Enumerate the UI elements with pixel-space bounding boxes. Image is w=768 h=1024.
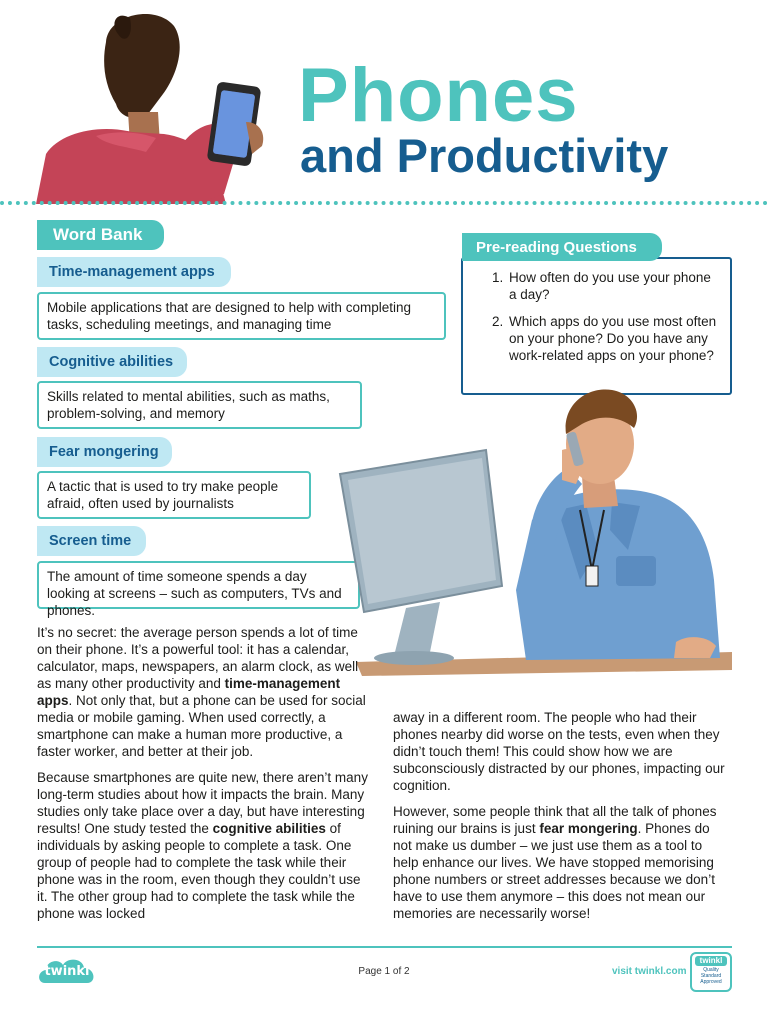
header-divider [0, 201, 768, 205]
man-at-computer-illustration [336, 380, 732, 680]
article-column-left [37, 624, 370, 931]
woman-with-phone-illustration [36, 4, 276, 204]
term-screen-time: Screen time [37, 526, 146, 556]
page-number: Page 1 of 2 [358, 966, 410, 977]
article-paragraph: Because smartphones are quite new, there aren’t many long-term studies about how it impacts the brain. Many studies only take place over a day, but have interesting results! One study tested the cognitive abilities of individuals by asking people to complete a task. One group of people had to complete the task while their phone was in the room, even though they couldn’t use it. The other group had to complete the task while the phone was locked [37, 770, 368, 921]
question-item: 2. Which apps do you use most often on your phone? Do you have any work-related apps on your phone? [507, 313, 720, 364]
keyword-time-management-apps: time-management apps [37, 676, 341, 708]
term-fear-mongering: Fear mongering [37, 437, 172, 467]
page-subtitle: and Productivity [300, 129, 669, 182]
pre-reading-list [463, 259, 730, 364]
quality-badge: twinkl Quality Standard Approved [690, 952, 732, 992]
definition-screen-time: The amount of time someone spends a day looking at screens – such as computers, TVs and phones. [37, 561, 360, 609]
footer-divider [37, 946, 732, 948]
pre-reading-heading: Pre-reading Questions [462, 233, 662, 261]
question-item: 1. How often do you use your phone a day? [507, 269, 720, 303]
keyword-cognitive-abilities: cognitive abilities [212, 821, 326, 836]
visit-link[interactable]: visit twinkl.com [612, 966, 687, 977]
twinkl-logo[interactable]: twinkl [37, 953, 97, 991]
article-paragraph: away in a different room. The people who had their phones nearby did worse on the tests, even when they didn’t touch them! This could show how we are subconsciously distracted by our phones, impacting our cognition. [393, 710, 725, 793]
article-paragraph: It’s no secret: the average person spends a lot of time on their phone. It’s a powerful tool: it has a calendar, calculator, maps, newspapers, an alarm clock, as well as many other productivity and time-management apps. Not only that, but a phone can be used for social media or mobile gaming. When used correctly, a smartphone can make a human more productive, a faster worker, and better at their job. [37, 625, 366, 759]
definition-fear-mongering: A tactic that is used to try make people afraid, often used by journalists [37, 471, 311, 519]
word-bank-heading: Word Bank [37, 220, 164, 250]
keyword-fear-mongering: fear mongering [539, 821, 638, 836]
page-title: Phones [298, 53, 579, 138]
term-time-management-apps: Time-management apps [37, 257, 231, 287]
term-cognitive-abilities: Cognitive abilities [37, 347, 187, 377]
definition-cognitive-abilities: Skills related to mental abilities, such as maths, problem-solving, and memory [37, 381, 362, 429]
pre-reading-box [461, 257, 732, 395]
article-column-right [393, 709, 728, 931]
definition-time-management-apps: Mobile applications that are designed to help with completing tasks, scheduling meetings, and managing time [37, 292, 446, 340]
article-paragraph: However, some people think that all the talk of phones ruining our brains is just fear mongering. Phones do not make us dumber – we just use them as a tool to help enhance our lives. We have stopped memorising phone numbers or street addresses because we don’t have to use them anymore – this does not mean our memories are necessarily worse! [393, 804, 717, 921]
